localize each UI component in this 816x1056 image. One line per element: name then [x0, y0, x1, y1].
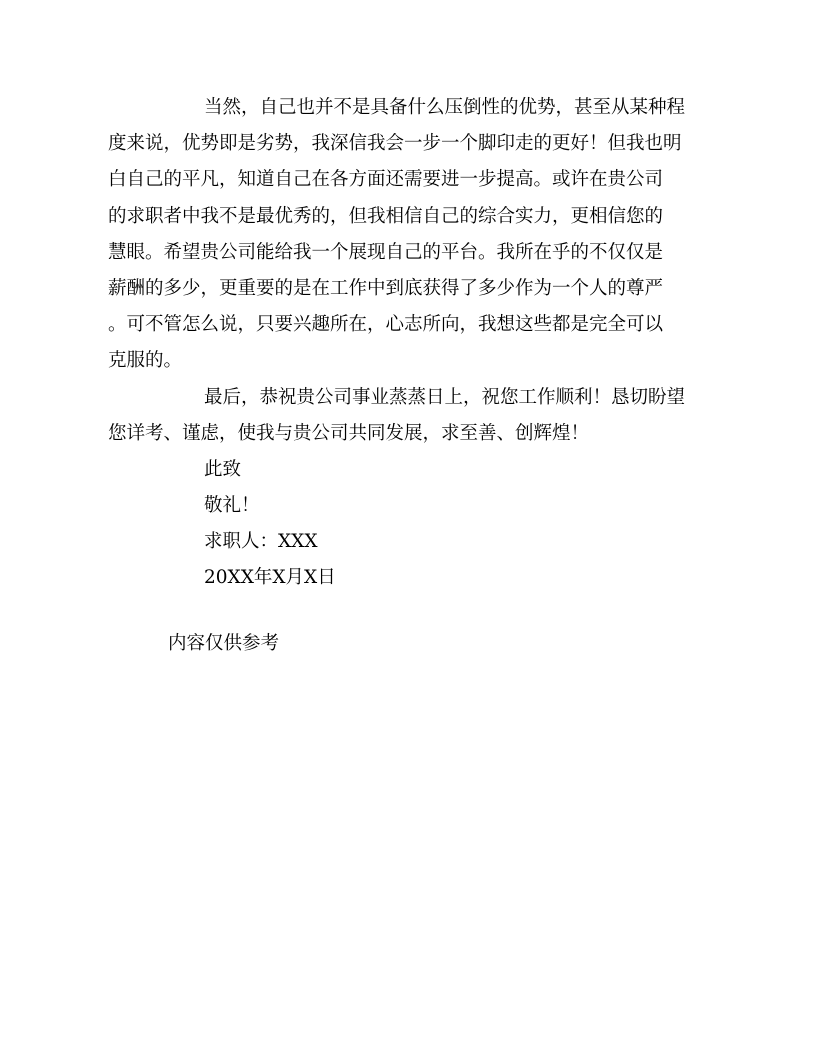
letter-closing: [204, 452, 336, 596]
text-line: 薪酬的多少，更重要的是在工作中到底获得了多少作为一个人的尊严: [108, 277, 664, 299]
paragraph-self-assessment: [108, 90, 698, 380]
applicant-signature: 求职人：XXX: [204, 531, 318, 552]
text-line: 白自己的平凡，知道自己在各方面还需要进一步提高。或许在贵公司: [108, 169, 664, 191]
text-line: 的求职者中我不是最优秀的，但我相信自己的综合实力，更相信您的: [108, 205, 664, 227]
text-line: 慧眼。希望贵公司能给我一个展现自己的平台。我所在乎的不仅仅是: [108, 241, 664, 263]
text-line: 克服的。: [108, 350, 183, 372]
text-line: 当然，自己也并不是具备什么压倒性的优势，甚至从某种程: [204, 97, 686, 118]
letter-date: 20XX年X月X日: [204, 567, 336, 588]
text-line: 度来说，优势即是劣势，我深信我会一步一个脚印走的更好！但我也明: [108, 133, 682, 155]
paragraph-wishes: [108, 380, 698, 452]
closing-regards: 敬礼！: [204, 495, 260, 516]
text-line: 最后，恭祝贵公司事业蒸蒸日上，祝您工作顺利！恳切盼望: [204, 386, 686, 408]
closing-salutation: 此致: [204, 459, 242, 480]
letter-body: [108, 90, 698, 452]
text-line: 您详考、谨虑，使我与贵公司共同发展，求至善、创辉煌！: [108, 422, 590, 444]
text-line: 。可不管怎么说，只要兴趣所在，心志所向，我想这些都是完全可以: [108, 314, 664, 336]
reference-note: 内容仅供参考: [168, 633, 280, 654]
